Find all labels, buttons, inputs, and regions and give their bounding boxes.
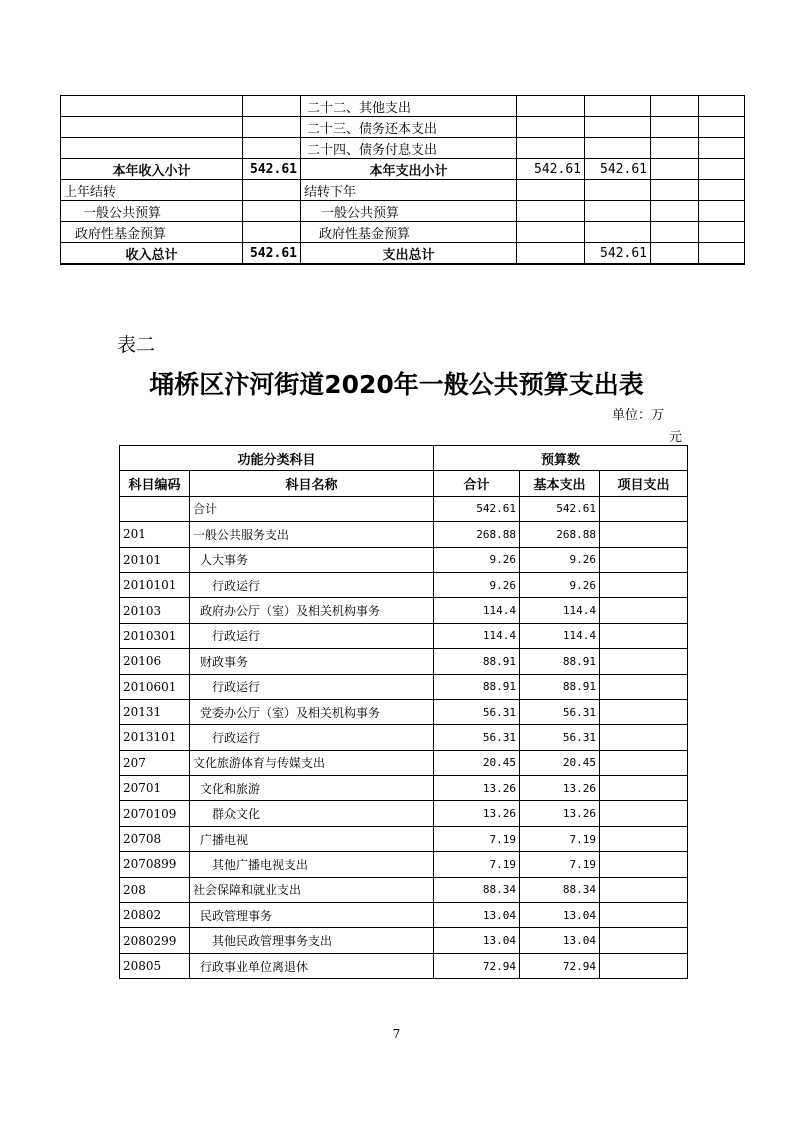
table-row xyxy=(120,953,688,978)
code-cell: 2010101 xyxy=(120,572,190,597)
table-row xyxy=(61,222,745,243)
basic-cell: 20.45 xyxy=(520,750,600,775)
table-cell: 收入总计 xyxy=(61,243,243,265)
total-cell: 542.61 xyxy=(434,496,520,521)
basic-cell: 88.91 xyxy=(520,649,600,674)
project-cell xyxy=(600,674,688,699)
total-cell: 56.31 xyxy=(434,725,520,750)
table-cell xyxy=(61,117,243,138)
project-cell xyxy=(600,801,688,826)
table-row xyxy=(120,903,688,928)
table-cell xyxy=(651,117,699,138)
code-cell: 20101 xyxy=(120,547,190,572)
column-header-total: 合计 xyxy=(434,471,520,496)
basic-cell: 56.31 xyxy=(520,699,600,724)
code-cell: 208 xyxy=(120,877,190,902)
table-cell: 上年结转 xyxy=(61,180,243,201)
project-cell xyxy=(600,623,688,648)
project-cell xyxy=(600,598,688,623)
name-cell: 广播电视 xyxy=(190,826,434,851)
basic-cell: 88.34 xyxy=(520,877,600,902)
code-cell: 2070899 xyxy=(120,852,190,877)
total-cell: 13.26 xyxy=(434,776,520,801)
table-cell: 542.61 xyxy=(243,159,301,180)
name-cell: 民政管理事务 xyxy=(190,903,434,928)
table-cell xyxy=(243,201,301,222)
table-label: 表二 xyxy=(117,334,156,356)
total-cell: 56.31 xyxy=(434,699,520,724)
column-header-basic: 基本支出 xyxy=(520,471,600,496)
table-cell xyxy=(699,138,745,159)
table-row xyxy=(120,699,688,724)
table-cell xyxy=(699,180,745,201)
table-cell: 一般公共预算 xyxy=(61,201,243,222)
project-cell xyxy=(600,903,688,928)
table-cell xyxy=(243,222,301,243)
total-cell: 114.4 xyxy=(434,598,520,623)
table-row xyxy=(61,117,745,138)
basic-cell: 56.31 xyxy=(520,725,600,750)
table-cell xyxy=(585,222,651,243)
basic-cell: 268.88 xyxy=(520,522,600,547)
name-cell: 群众文化 xyxy=(190,801,434,826)
name-cell: 合计 xyxy=(190,496,434,521)
table-row xyxy=(120,649,688,674)
table-row xyxy=(120,928,688,953)
table-row xyxy=(120,750,688,775)
code-cell: 20131 xyxy=(120,699,190,724)
code-cell: 2010301 xyxy=(120,623,190,648)
basic-cell: 7.19 xyxy=(520,852,600,877)
name-cell: 其他广播电视支出 xyxy=(190,852,434,877)
table-cell xyxy=(651,201,699,222)
table-row xyxy=(61,159,745,180)
total-cell: 88.91 xyxy=(434,649,520,674)
project-cell xyxy=(600,750,688,775)
total-cell: 7.19 xyxy=(434,852,520,877)
table-row xyxy=(120,826,688,851)
table-cell: 结转下年 xyxy=(301,180,517,201)
table-cell xyxy=(517,201,585,222)
table-cell xyxy=(651,96,699,117)
table-cell xyxy=(517,243,585,265)
table-row xyxy=(120,496,688,521)
column-header-row xyxy=(120,471,688,496)
name-cell: 一般公共服务支出 xyxy=(190,522,434,547)
code-cell: 20708 xyxy=(120,826,190,851)
name-cell: 行政运行 xyxy=(190,623,434,648)
table-cell xyxy=(699,117,745,138)
project-cell xyxy=(600,649,688,674)
table-title: 埇桥区汴河街道2020年一般公共预算支出表 xyxy=(149,370,644,399)
unit-note-line2: 元 xyxy=(668,430,682,445)
total-cell: 13.04 xyxy=(434,903,520,928)
table-cell xyxy=(243,138,301,159)
unit-note xyxy=(612,405,682,449)
total-cell: 9.26 xyxy=(434,547,520,572)
basic-cell: 9.26 xyxy=(520,547,600,572)
income-expense-summary-table xyxy=(60,95,745,265)
table-cell xyxy=(585,180,651,201)
total-cell: 72.94 xyxy=(434,953,520,978)
table-row xyxy=(120,674,688,699)
table-cell: 二十三、债务还本支出 xyxy=(301,117,517,138)
name-cell: 其他民政管理事务支出 xyxy=(190,928,434,953)
table-cell xyxy=(243,96,301,117)
basic-cell: 9.26 xyxy=(520,572,600,597)
project-cell xyxy=(600,826,688,851)
table-cell: 政府性基金预算 xyxy=(301,222,517,243)
code-cell xyxy=(120,496,190,521)
code-cell: 20802 xyxy=(120,903,190,928)
project-cell xyxy=(600,547,688,572)
unit-note-line1: 单位：万 xyxy=(612,408,665,423)
project-cell xyxy=(600,572,688,597)
name-cell: 行政运行 xyxy=(190,572,434,597)
basic-cell: 542.61 xyxy=(520,496,600,521)
basic-cell: 13.04 xyxy=(520,928,600,953)
table-row xyxy=(61,96,745,117)
project-cell xyxy=(600,877,688,902)
column-header-code: 科目编码 xyxy=(120,471,190,496)
table-cell xyxy=(517,96,585,117)
table-cell xyxy=(585,96,651,117)
table-row xyxy=(61,243,745,265)
project-cell xyxy=(600,776,688,801)
table-cell: 二十二、其他支出 xyxy=(301,96,517,117)
table-cell: 政府性基金预算 xyxy=(61,222,243,243)
group-header-row xyxy=(120,446,688,471)
page-number: 7 xyxy=(392,1027,401,1041)
table-cell xyxy=(585,138,651,159)
table-row xyxy=(61,201,745,222)
table-row xyxy=(120,547,688,572)
project-cell xyxy=(600,928,688,953)
total-cell: 13.04 xyxy=(434,928,520,953)
total-cell: 268.88 xyxy=(434,522,520,547)
table-row xyxy=(61,180,745,201)
project-cell xyxy=(600,699,688,724)
table-row xyxy=(120,877,688,902)
table-cell: 本年收入小计 xyxy=(61,159,243,180)
table-cell xyxy=(699,201,745,222)
table-row xyxy=(120,598,688,623)
budget-expenditure-table xyxy=(119,445,688,979)
total-cell: 88.34 xyxy=(434,877,520,902)
table-cell xyxy=(651,243,699,265)
total-cell: 9.26 xyxy=(434,572,520,597)
code-cell: 20106 xyxy=(120,649,190,674)
table-row xyxy=(61,138,745,159)
table-cell: 一般公共预算 xyxy=(301,201,517,222)
table-cell xyxy=(517,117,585,138)
table-cell xyxy=(61,96,243,117)
basic-cell: 13.26 xyxy=(520,801,600,826)
project-cell xyxy=(600,852,688,877)
total-cell: 7.19 xyxy=(434,826,520,851)
table-cell: 本年支出小计 xyxy=(301,159,517,180)
table-cell xyxy=(651,180,699,201)
table-cell: 542.61 xyxy=(585,243,651,265)
code-cell: 2080299 xyxy=(120,928,190,953)
group-header-function: 功能分类科目 xyxy=(120,446,434,471)
code-cell: 2010601 xyxy=(120,674,190,699)
table-cell xyxy=(651,138,699,159)
column-header-name: 科目名称 xyxy=(190,471,434,496)
column-header-project: 项目支出 xyxy=(600,471,688,496)
total-cell: 114.4 xyxy=(434,623,520,648)
code-cell: 20701 xyxy=(120,776,190,801)
basic-cell: 72.94 xyxy=(520,953,600,978)
project-cell xyxy=(600,953,688,978)
table-cell xyxy=(699,222,745,243)
table-cell xyxy=(243,180,301,201)
code-cell: 201 xyxy=(120,522,190,547)
table-row xyxy=(120,522,688,547)
table-cell xyxy=(517,138,585,159)
table-row xyxy=(120,725,688,750)
basic-cell: 13.04 xyxy=(520,903,600,928)
name-cell: 文化和旅游 xyxy=(190,776,434,801)
table-cell xyxy=(517,180,585,201)
table-cell xyxy=(517,222,585,243)
table-cell: 支出总计 xyxy=(301,243,517,265)
basic-cell: 114.4 xyxy=(520,623,600,648)
table-row xyxy=(120,623,688,648)
code-cell: 207 xyxy=(120,750,190,775)
project-cell xyxy=(600,496,688,521)
table-cell xyxy=(699,243,745,265)
basic-cell: 114.4 xyxy=(520,598,600,623)
name-cell: 文化旅游体育与传媒支出 xyxy=(190,750,434,775)
total-cell: 88.91 xyxy=(434,674,520,699)
code-cell: 20805 xyxy=(120,953,190,978)
table-cell: 542.61 xyxy=(585,159,651,180)
table-cell xyxy=(699,96,745,117)
project-cell xyxy=(600,725,688,750)
code-cell: 20103 xyxy=(120,598,190,623)
table-cell: 542.61 xyxy=(517,159,585,180)
name-cell: 人大事务 xyxy=(190,547,434,572)
basic-cell: 7.19 xyxy=(520,826,600,851)
name-cell: 政府办公厅（室）及相关机构事务 xyxy=(190,598,434,623)
name-cell: 财政事务 xyxy=(190,649,434,674)
total-cell: 13.26 xyxy=(434,801,520,826)
name-cell: 党委办公厅（室）及相关机构事务 xyxy=(190,699,434,724)
table-row xyxy=(120,852,688,877)
table-row xyxy=(120,776,688,801)
table-cell xyxy=(585,117,651,138)
table-cell xyxy=(651,159,699,180)
project-cell xyxy=(600,522,688,547)
name-cell: 行政运行 xyxy=(190,725,434,750)
table-cell xyxy=(699,159,745,180)
group-header-budget: 预算数 xyxy=(434,446,688,471)
basic-cell: 13.26 xyxy=(520,776,600,801)
table-row xyxy=(120,572,688,597)
table-row xyxy=(120,801,688,826)
code-cell: 2070109 xyxy=(120,801,190,826)
total-cell: 20.45 xyxy=(434,750,520,775)
name-cell: 行政事业单位离退休 xyxy=(190,953,434,978)
table-cell xyxy=(243,117,301,138)
table-cell: 二十四、债务付息支出 xyxy=(301,138,517,159)
name-cell: 社会保障和就业支出 xyxy=(190,877,434,902)
table-cell xyxy=(651,222,699,243)
table-cell xyxy=(585,201,651,222)
table-cell: 542.61 xyxy=(243,243,301,265)
name-cell: 行政运行 xyxy=(190,674,434,699)
table-cell xyxy=(61,138,243,159)
basic-cell: 88.91 xyxy=(520,674,600,699)
code-cell: 2013101 xyxy=(120,725,190,750)
